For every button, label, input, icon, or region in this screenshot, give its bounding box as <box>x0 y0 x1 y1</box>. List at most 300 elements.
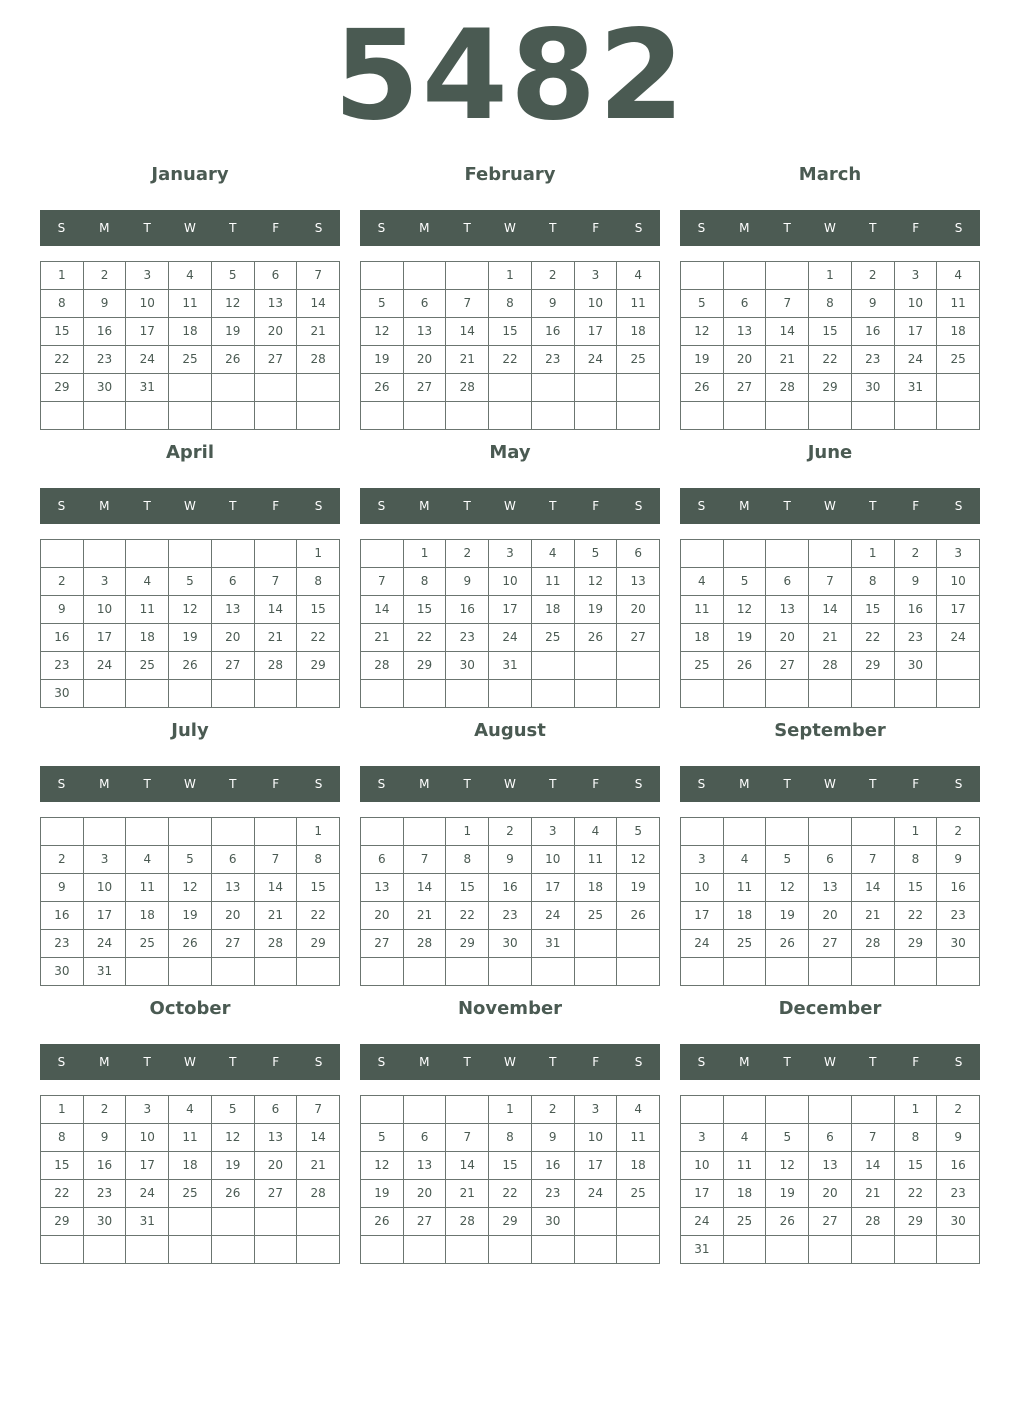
day-grid <box>360 261 660 430</box>
day-cell: 5 <box>169 568 212 596</box>
day-cell: 24 <box>532 902 575 930</box>
weekday-label: S <box>634 777 643 791</box>
day-cell: 19 <box>212 1152 255 1180</box>
empty-cell <box>724 262 767 290</box>
day-cell: 15 <box>489 1152 532 1180</box>
day-cell: 25 <box>724 1208 767 1236</box>
empty-cell <box>809 680 852 708</box>
empty-cell <box>532 652 575 680</box>
day-grid <box>360 817 660 986</box>
empty-cell <box>255 402 298 430</box>
day-cell: 17 <box>681 902 724 930</box>
empty-cell <box>766 402 809 430</box>
empty-cell <box>84 818 127 846</box>
weekday-label: S <box>954 221 963 235</box>
weekday-label: S <box>57 1055 66 1069</box>
empty-cell <box>532 680 575 708</box>
day-cell: 7 <box>361 568 404 596</box>
empty-cell <box>41 402 84 430</box>
weekday-label: M <box>739 1055 750 1069</box>
weekday-label: S <box>314 777 323 791</box>
empty-cell <box>361 1096 404 1124</box>
day-cell: 17 <box>126 318 169 346</box>
day-cell: 13 <box>212 596 255 624</box>
day-cell: 1 <box>895 1096 938 1124</box>
day-cell: 25 <box>617 346 660 374</box>
empty-cell <box>575 652 618 680</box>
empty-cell <box>895 958 938 986</box>
day-cell: 4 <box>575 818 618 846</box>
day-cell: 18 <box>575 874 618 902</box>
day-cell: 16 <box>84 318 127 346</box>
day-cell: 11 <box>532 568 575 596</box>
month-title: August <box>474 720 546 741</box>
weekday-label: F <box>592 1055 600 1069</box>
day-cell: 7 <box>255 846 298 874</box>
day-cell: 13 <box>212 874 255 902</box>
empty-cell <box>126 1236 169 1264</box>
day-cell: 22 <box>404 624 447 652</box>
weekday-label: T <box>783 221 791 235</box>
day-cell: 11 <box>617 290 660 318</box>
day-cell: 30 <box>41 680 84 708</box>
day-cell: 15 <box>297 874 340 902</box>
weekday-label: T <box>229 777 237 791</box>
weekday-label: M <box>739 221 750 235</box>
month-august <box>360 716 660 986</box>
day-cell: 3 <box>532 818 575 846</box>
empty-cell <box>532 1236 575 1264</box>
weekday-label: M <box>419 1055 430 1069</box>
day-cell: 18 <box>126 902 169 930</box>
empty-cell <box>446 680 489 708</box>
day-cell: 18 <box>169 1152 212 1180</box>
day-cell: 29 <box>41 374 84 402</box>
day-cell: 27 <box>766 652 809 680</box>
day-cell: 16 <box>852 318 895 346</box>
weekday-label: T <box>143 499 151 513</box>
empty-cell <box>895 402 938 430</box>
empty-cell <box>766 1236 809 1264</box>
day-cell: 11 <box>126 874 169 902</box>
day-cell: 23 <box>937 902 980 930</box>
day-cell: 18 <box>724 902 767 930</box>
weekday-label: T <box>869 777 877 791</box>
empty-cell <box>404 958 447 986</box>
empty-cell <box>724 958 767 986</box>
year-title: 5482 <box>333 4 687 148</box>
day-cell: 27 <box>212 652 255 680</box>
day-cell: 24 <box>84 930 127 958</box>
day-cell: 16 <box>41 624 84 652</box>
day-cell: 9 <box>84 1124 127 1152</box>
day-cell: 20 <box>212 624 255 652</box>
empty-cell <box>724 1096 767 1124</box>
weekday-header <box>680 1044 980 1080</box>
weekday-label: M <box>419 221 430 235</box>
empty-cell <box>809 1096 852 1124</box>
weekday-label: W <box>824 777 836 791</box>
day-cell: 4 <box>126 846 169 874</box>
empty-cell <box>681 958 724 986</box>
weekday-label: F <box>272 1055 280 1069</box>
day-cell: 22 <box>41 1180 84 1208</box>
weekday-label: F <box>592 221 600 235</box>
weekday-label: M <box>99 221 110 235</box>
empty-cell <box>126 680 169 708</box>
day-cell: 21 <box>255 902 298 930</box>
empty-cell <box>361 958 404 986</box>
day-cell: 16 <box>895 596 938 624</box>
day-cell: 15 <box>404 596 447 624</box>
day-cell: 29 <box>895 1208 938 1236</box>
day-cell: 14 <box>361 596 404 624</box>
day-cell: 8 <box>404 568 447 596</box>
empty-cell <box>681 1096 724 1124</box>
day-cell: 20 <box>617 596 660 624</box>
weekday-header <box>40 1044 340 1080</box>
day-cell: 28 <box>809 652 852 680</box>
empty-cell <box>126 818 169 846</box>
empty-cell <box>809 402 852 430</box>
weekday-label: S <box>377 1055 386 1069</box>
empty-cell <box>937 402 980 430</box>
day-cell: 23 <box>895 624 938 652</box>
weekday-label: F <box>272 221 280 235</box>
day-cell: 3 <box>126 262 169 290</box>
day-cell: 16 <box>446 596 489 624</box>
empty-cell <box>532 374 575 402</box>
day-cell: 30 <box>532 1208 575 1236</box>
weekday-label: W <box>824 1055 836 1069</box>
day-cell: 21 <box>852 902 895 930</box>
day-cell: 15 <box>895 1152 938 1180</box>
day-cell: 10 <box>575 290 618 318</box>
empty-cell <box>169 1208 212 1236</box>
day-cell: 28 <box>361 652 404 680</box>
day-cell: 18 <box>169 318 212 346</box>
weekday-label: S <box>57 777 66 791</box>
day-cell: 5 <box>766 846 809 874</box>
day-cell: 23 <box>84 1180 127 1208</box>
day-cell: 1 <box>446 818 489 846</box>
day-cell: 19 <box>681 346 724 374</box>
month-title: September <box>774 720 886 741</box>
day-cell: 26 <box>212 1180 255 1208</box>
day-cell: 5 <box>724 568 767 596</box>
day-cell: 23 <box>489 902 532 930</box>
day-grid <box>360 1095 660 1264</box>
day-cell: 3 <box>575 1096 618 1124</box>
day-cell: 4 <box>169 262 212 290</box>
day-cell: 23 <box>937 1180 980 1208</box>
day-cell: 17 <box>895 318 938 346</box>
weekday-label: F <box>912 221 920 235</box>
weekday-label: S <box>697 221 706 235</box>
day-cell: 24 <box>895 346 938 374</box>
empty-cell <box>41 540 84 568</box>
day-cell: 2 <box>446 540 489 568</box>
day-cell: 28 <box>255 930 298 958</box>
empty-cell <box>126 402 169 430</box>
day-cell: 20 <box>809 1180 852 1208</box>
empty-cell <box>255 1208 298 1236</box>
day-cell: 31 <box>895 374 938 402</box>
day-cell: 12 <box>617 846 660 874</box>
day-cell: 5 <box>681 290 724 318</box>
empty-cell <box>361 402 404 430</box>
empty-cell <box>255 1236 298 1264</box>
day-cell: 11 <box>937 290 980 318</box>
day-cell: 10 <box>489 568 532 596</box>
day-cell: 27 <box>809 1208 852 1236</box>
day-cell: 23 <box>532 346 575 374</box>
empty-cell <box>937 652 980 680</box>
weekday-header <box>360 1044 660 1080</box>
day-cell: 10 <box>575 1124 618 1152</box>
weekday-header <box>40 766 340 802</box>
day-cell: 28 <box>404 930 447 958</box>
day-cell: 2 <box>41 846 84 874</box>
empty-cell <box>575 958 618 986</box>
day-cell: 8 <box>446 846 489 874</box>
empty-cell <box>446 1236 489 1264</box>
empty-cell <box>532 958 575 986</box>
day-cell: 1 <box>297 818 340 846</box>
day-cell: 16 <box>937 874 980 902</box>
day-cell: 12 <box>361 1152 404 1180</box>
day-grid <box>360 539 660 708</box>
month-title: February <box>464 164 556 185</box>
day-cell: 23 <box>532 1180 575 1208</box>
empty-cell <box>41 1236 84 1264</box>
empty-cell <box>297 402 340 430</box>
empty-cell <box>489 402 532 430</box>
day-grid <box>40 539 340 708</box>
day-grid <box>680 1095 980 1264</box>
empty-cell <box>617 1236 660 1264</box>
day-cell: 9 <box>532 290 575 318</box>
day-cell: 6 <box>404 1124 447 1152</box>
day-cell: 2 <box>937 1096 980 1124</box>
empty-cell <box>681 402 724 430</box>
weekday-label: T <box>869 221 877 235</box>
weekday-label: W <box>184 1055 196 1069</box>
weekday-label: S <box>57 221 66 235</box>
day-cell: 30 <box>937 930 980 958</box>
day-cell: 21 <box>297 1152 340 1180</box>
day-cell: 26 <box>169 930 212 958</box>
day-cell: 15 <box>895 874 938 902</box>
empty-cell <box>489 958 532 986</box>
day-cell: 19 <box>617 874 660 902</box>
day-cell: 24 <box>575 1180 618 1208</box>
empty-cell <box>724 402 767 430</box>
day-cell: 17 <box>937 596 980 624</box>
weekday-label: S <box>314 499 323 513</box>
day-grid <box>680 817 980 986</box>
day-cell: 15 <box>41 318 84 346</box>
day-cell: 6 <box>766 568 809 596</box>
day-cell: 6 <box>809 846 852 874</box>
empty-cell <box>446 402 489 430</box>
empty-cell <box>212 402 255 430</box>
weekday-header <box>680 210 980 246</box>
day-cell: 22 <box>489 346 532 374</box>
empty-cell <box>489 1236 532 1264</box>
empty-cell <box>297 680 340 708</box>
day-cell: 10 <box>84 874 127 902</box>
weekday-label: T <box>783 1055 791 1069</box>
day-cell: 7 <box>852 846 895 874</box>
day-cell: 4 <box>681 568 724 596</box>
day-cell: 19 <box>766 1180 809 1208</box>
day-cell: 10 <box>532 846 575 874</box>
day-cell: 9 <box>937 846 980 874</box>
day-cell: 5 <box>361 290 404 318</box>
empty-cell <box>766 262 809 290</box>
weekday-header <box>360 210 660 246</box>
day-cell: 27 <box>809 930 852 958</box>
weekday-label: T <box>549 1055 557 1069</box>
empty-cell <box>617 1208 660 1236</box>
day-cell: 31 <box>84 958 127 986</box>
day-cell: 3 <box>84 846 127 874</box>
day-cell: 16 <box>84 1152 127 1180</box>
day-cell: 8 <box>809 290 852 318</box>
day-cell: 20 <box>212 902 255 930</box>
weekday-header <box>360 488 660 524</box>
weekday-label: W <box>184 221 196 235</box>
empty-cell <box>575 1236 618 1264</box>
weekday-label: F <box>592 499 600 513</box>
day-cell: 21 <box>446 1180 489 1208</box>
empty-cell <box>852 818 895 846</box>
day-cell: 14 <box>852 874 895 902</box>
day-cell: 12 <box>681 318 724 346</box>
day-cell: 7 <box>766 290 809 318</box>
month-title: June <box>807 442 853 463</box>
empty-cell <box>212 818 255 846</box>
day-cell: 5 <box>212 1096 255 1124</box>
day-cell: 1 <box>41 1096 84 1124</box>
day-cell: 18 <box>617 318 660 346</box>
day-cell: 12 <box>766 1152 809 1180</box>
day-cell: 21 <box>297 318 340 346</box>
weekday-label: F <box>912 1055 920 1069</box>
empty-cell <box>895 1236 938 1264</box>
day-cell: 3 <box>575 262 618 290</box>
day-cell: 26 <box>681 374 724 402</box>
day-cell: 19 <box>361 346 404 374</box>
weekday-label: M <box>739 777 750 791</box>
month-april <box>40 438 340 708</box>
day-cell: 20 <box>404 1180 447 1208</box>
day-cell: 29 <box>895 930 938 958</box>
month-february <box>360 160 660 430</box>
weekday-label: T <box>463 221 471 235</box>
day-cell: 20 <box>724 346 767 374</box>
empty-cell <box>404 680 447 708</box>
day-cell: 29 <box>446 930 489 958</box>
day-cell: 30 <box>41 958 84 986</box>
day-cell: 27 <box>404 374 447 402</box>
day-cell: 21 <box>361 624 404 652</box>
month-title: March <box>798 164 862 185</box>
empty-cell <box>446 1096 489 1124</box>
day-cell: 8 <box>41 290 84 318</box>
empty-cell <box>575 402 618 430</box>
weekday-header <box>40 488 340 524</box>
empty-cell <box>724 680 767 708</box>
day-cell: 30 <box>937 1208 980 1236</box>
empty-cell <box>809 818 852 846</box>
day-cell: 27 <box>255 346 298 374</box>
day-cell: 25 <box>617 1180 660 1208</box>
day-cell: 18 <box>617 1152 660 1180</box>
day-cell: 3 <box>937 540 980 568</box>
day-cell: 14 <box>809 596 852 624</box>
day-cell: 24 <box>937 624 980 652</box>
day-cell: 26 <box>361 374 404 402</box>
day-cell: 7 <box>852 1124 895 1152</box>
empty-cell <box>297 1208 340 1236</box>
day-cell: 11 <box>724 874 767 902</box>
day-cell: 21 <box>446 346 489 374</box>
day-cell: 12 <box>766 874 809 902</box>
day-cell: 31 <box>126 374 169 402</box>
day-cell: 28 <box>766 374 809 402</box>
day-cell: 15 <box>809 318 852 346</box>
empty-cell <box>724 540 767 568</box>
weekday-label: T <box>869 499 877 513</box>
weekday-header <box>360 766 660 802</box>
day-cell: 13 <box>617 568 660 596</box>
day-cell: 10 <box>84 596 127 624</box>
day-cell: 25 <box>169 1180 212 1208</box>
day-cell: 28 <box>255 652 298 680</box>
day-cell: 4 <box>617 1096 660 1124</box>
day-cell: 22 <box>895 902 938 930</box>
day-cell: 6 <box>212 568 255 596</box>
day-cell: 15 <box>41 1152 84 1180</box>
empty-cell <box>489 680 532 708</box>
empty-cell <box>617 402 660 430</box>
empty-cell <box>361 680 404 708</box>
empty-cell <box>446 262 489 290</box>
day-cell: 28 <box>446 374 489 402</box>
month-january <box>40 160 340 430</box>
empty-cell <box>255 540 298 568</box>
day-cell: 6 <box>809 1124 852 1152</box>
weekday-label: M <box>419 499 430 513</box>
empty-cell <box>852 1096 895 1124</box>
day-cell: 4 <box>724 846 767 874</box>
weekday-label: S <box>377 499 386 513</box>
day-cell: 10 <box>937 568 980 596</box>
empty-cell <box>937 680 980 708</box>
day-cell: 2 <box>84 1096 127 1124</box>
day-cell: 20 <box>809 902 852 930</box>
day-cell: 26 <box>766 1208 809 1236</box>
day-cell: 4 <box>169 1096 212 1124</box>
day-cell: 12 <box>169 596 212 624</box>
month-march <box>680 160 980 430</box>
empty-cell <box>169 540 212 568</box>
weekday-header <box>680 766 980 802</box>
weekday-label: T <box>783 777 791 791</box>
weekday-label: T <box>229 221 237 235</box>
